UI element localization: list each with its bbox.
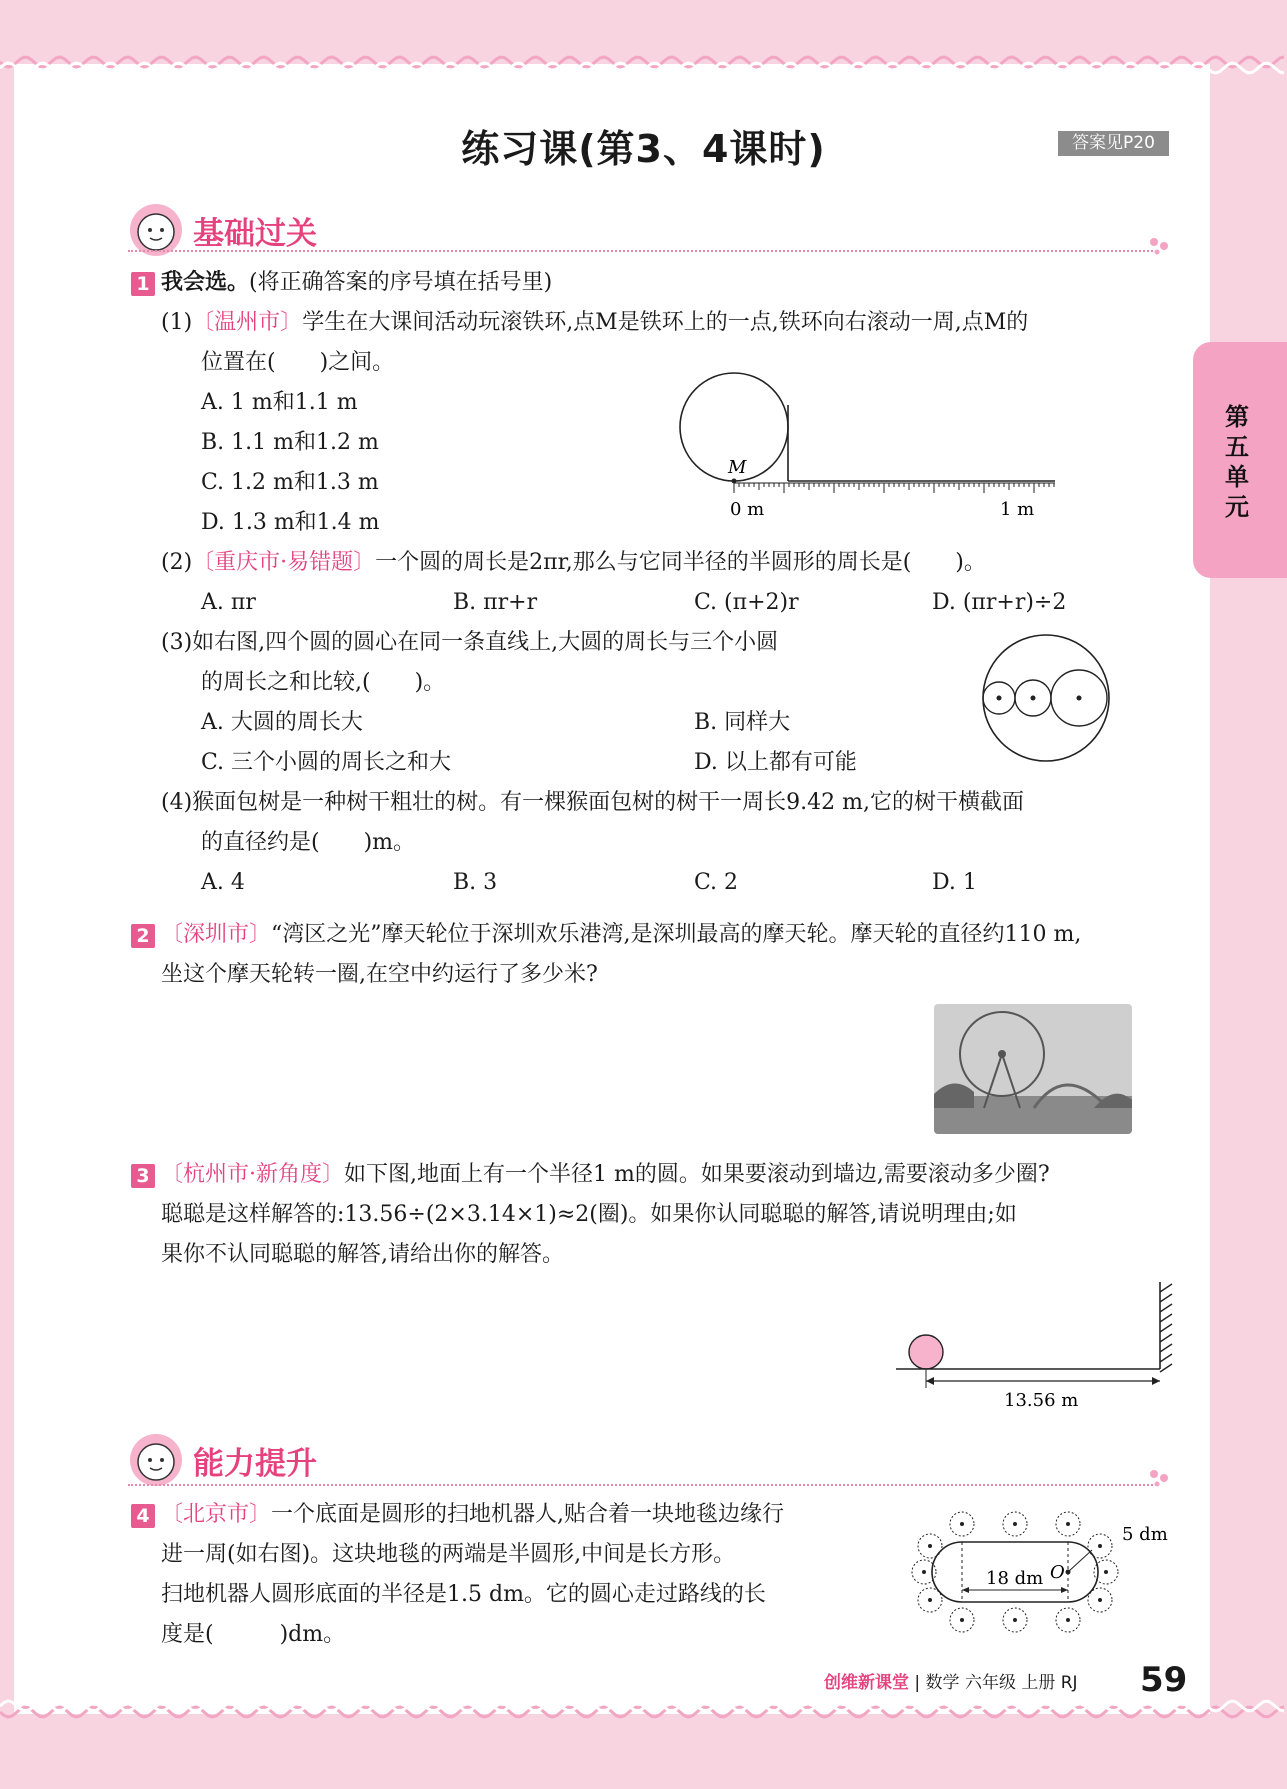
q1-part4-line1 [161, 788, 1024, 818]
q1-part2-option-b: B. πr+r [453, 590, 538, 615]
q2-text: “湾区之光”摩天轮位于深圳欢乐港湾,是深圳最高的摩天轮。摩天轮的直径约110 m, [271, 922, 1082, 947]
q1-part4-option-b: B. 3 [453, 870, 498, 895]
ruler-start-label: 0 m [730, 499, 765, 520]
q1-note: (将正确答案的序号填在括号里) [249, 270, 553, 295]
q3-line3: 果你不认同聪聪的解答,请给出你的解答。 [161, 1242, 564, 1267]
q1-part2-option-a: A. πr [201, 590, 256, 615]
q1-part3-label: (3) [161, 630, 193, 655]
ruler-end-label: 1 m [1000, 499, 1035, 520]
q4-tag: 〔北京市〕 [161, 1502, 272, 1527]
q1-part4-option-d: D. 1 [932, 870, 977, 895]
q1-part3-line1 [161, 628, 778, 658]
question-number-badge: 1 [131, 272, 155, 296]
section-advanced-title: 能力提升 [193, 1446, 317, 1482]
robot-carpet-figure [900, 1508, 1180, 1638]
q3-line1 [161, 1160, 1050, 1190]
section-dots-icon [1146, 1466, 1176, 1488]
q2-tag: 〔深圳市〕 [161, 922, 272, 947]
ferris-wheel-photo [934, 1004, 1132, 1134]
q1-part3-option-d: D. 以上都有可能 [694, 750, 857, 775]
q1-part1-line2: 位置在( )之间。 [201, 350, 395, 375]
question-number-badge: 3 [131, 1164, 155, 1188]
page-number: 59 [1140, 1660, 1188, 1700]
q1-part1-label: (1) [161, 310, 193, 335]
q4-text: 一个底面是圆形的扫地机器人,贴合着一块地毯边缘行 [271, 1502, 785, 1527]
q3-tag: 〔杭州市·新角度〕 [161, 1162, 344, 1187]
q4-line1 [161, 1500, 784, 1530]
wavy-border-top [0, 40, 1287, 90]
question-number-badge: 2 [131, 924, 155, 948]
mascot-icon [128, 1432, 184, 1488]
rolling-circle-wall-figure [890, 1278, 1180, 1418]
q1-part1-line1 [161, 308, 1028, 338]
q2-line2: 坐这个摩天轮转一圈,在空中约运行了多少米? [161, 962, 598, 987]
carpet-radius-label: 5 dm [1122, 1524, 1168, 1545]
section-dots-icon [1146, 234, 1176, 256]
question-number-badge: 4 [131, 1504, 155, 1528]
q1-part1-option-a: A. 1 m和1.1 m [201, 390, 358, 415]
q1-part2-option-c: C. (π+2)r [694, 590, 799, 615]
q1-part3-option-a: A. 大圆的周长大 [201, 710, 363, 735]
q1-stem [161, 268, 552, 298]
four-circles-figure [978, 630, 1114, 766]
q1-part2-tag: 〔重庆市·易错题〕 [192, 550, 376, 575]
q1-part1-option-d: D. 1.3 m和1.4 m [201, 510, 380, 535]
section-basic-divider [128, 250, 1153, 252]
q1-stem-text: 我会选。 [161, 270, 250, 295]
q1-part1-option-b: B. 1.1 m和1.2 m [201, 430, 379, 455]
footer-info [824, 1668, 1078, 1698]
q3-line2: 聪聪是这样解答的:13.56÷(2×3.14×1)≈2(圈)。如果你认同聪聪的解答,请说明理由;如 [161, 1202, 1017, 1227]
q1-part1-option-c: C. 1.2 m和1.3 m [201, 470, 379, 495]
page-title: 练习课(第3、4课时) [461, 127, 826, 171]
q1-part1-text: 学生在大课间活动玩滚铁环,点M是铁环上的一点,铁环向右滚动一周,点M的 [302, 310, 1029, 335]
q1-part4-text: 猴面包树是一种树干粗壮的树。有一棵猴面包树的树干一周长9.42 m,它的树干横截面 [192, 790, 1025, 815]
carpet-length-label: 18 dm [986, 1568, 1044, 1589]
unit-side-tab [1193, 342, 1287, 578]
q1-part4-line2: 的直径约是( )m。 [201, 830, 416, 855]
section-advanced-divider [128, 1484, 1153, 1486]
footer-details: | 数学 六年级 上册 RJ [914, 1673, 1078, 1693]
q1-part2-option-d: D. (πr+r)÷2 [932, 590, 1067, 615]
q4-line3: 扫地机器人圆形底面的半径是1.5 dm。它的圆心走过路线的长 [161, 1582, 766, 1607]
q1-part4-option-c: C. 2 [694, 870, 739, 895]
q1-part4-label: (4) [161, 790, 193, 815]
q1-part3-text: 如右图,四个圆的圆心在同一条直线上,大圆的周长与三个小圆 [192, 630, 779, 655]
q1-part3-option-c: C. 三个小圆的周长之和大 [201, 750, 452, 775]
section-basic-title: 基础过关 [193, 216, 317, 252]
carpet-center-label: O [1050, 1562, 1065, 1583]
q1-part3-line2: 的周长之和比较,( )。 [201, 670, 446, 695]
q1-part1-tag: 〔温州市〕 [192, 310, 303, 335]
wavy-border-bottom [0, 1690, 1287, 1740]
hoop-point-label: M [728, 457, 747, 478]
q4-line4: 度是( )dm。 [161, 1622, 346, 1647]
q2-line1 [161, 920, 1081, 950]
q3-text: 如下图,地面上有一个半径1 m的圆。如果要滚动到墙边,需要滚动多少圈? [344, 1162, 1050, 1187]
q1-part4-option-a: A. 4 [201, 870, 245, 895]
q1-part2-text: 一个圆的周长是2πr,那么与它同半径的半圆形的周长是( )。 [375, 550, 986, 575]
q1-part3-option-b: B. 同样大 [694, 710, 791, 735]
answer-reference-badge: 答案见P20 [1058, 131, 1169, 156]
rolling-hoop-figure [670, 365, 1070, 525]
q1-part2-label: (2) [161, 550, 193, 575]
distance-label: 13.56 m [1004, 1390, 1079, 1411]
footer-brand: 创维新课堂 [824, 1673, 909, 1693]
unit-side-tab-label: 第五单元 [1225, 403, 1249, 521]
q4-line2: 进一周(如右图)。这块地毯的两端是半圆形,中间是长方形。 [161, 1542, 736, 1567]
q1-part2-line1 [161, 548, 986, 578]
